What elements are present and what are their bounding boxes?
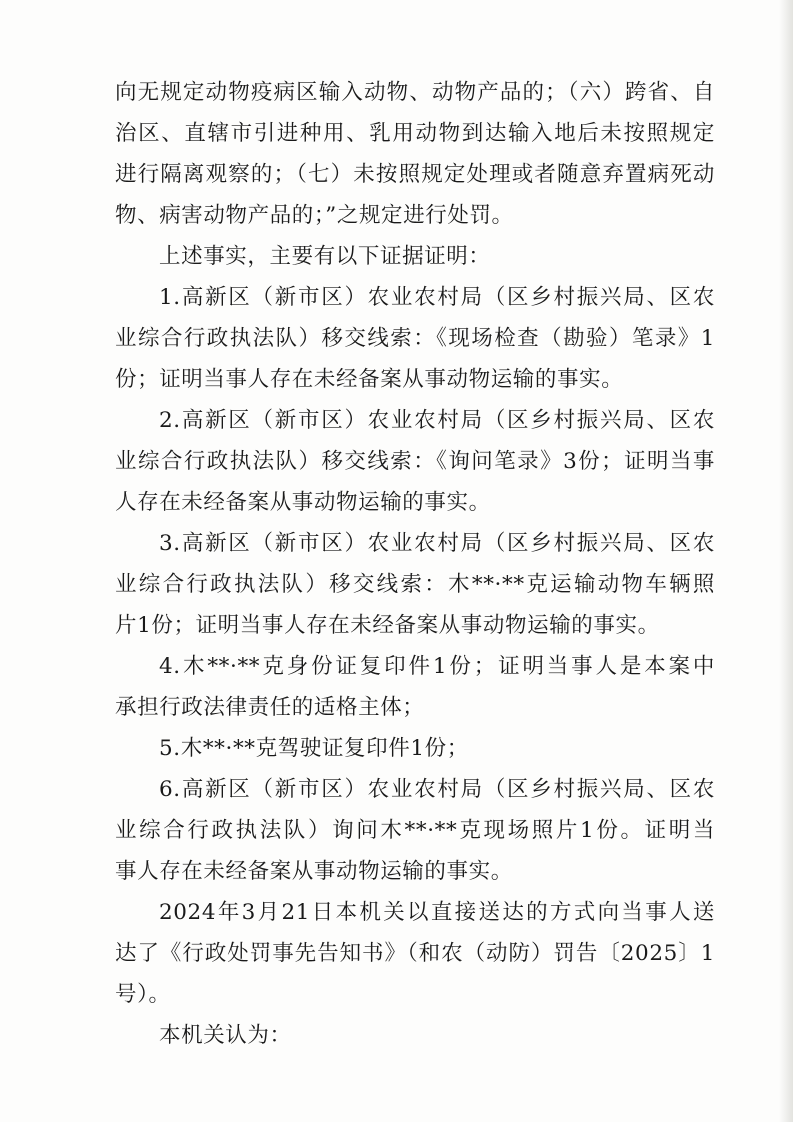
text-line: 承担行政法律责任的适格主体；: [115, 695, 425, 720]
conclusion-heading: 本机关认为：: [159, 1023, 292, 1048]
document-body: [115, 72, 715, 1056]
text-line: 物、病害动物产品的；”之规定进行处罚。: [115, 203, 514, 228]
evidence-item-6: 6.高新区（新市区）农业农村局（区乡村振兴局、区农: [159, 777, 715, 802]
text-line: 治区、直辖市引进种用、乳用动物到达输入地后未按照规定: [115, 121, 715, 146]
text-line: 片1份；证明当事人存在未经备案从事动物运输的事实。: [115, 613, 660, 638]
scan-edge-shadow: [779, 0, 793, 1122]
section-intro: 上述事实，主要有以下证据证明：: [159, 244, 491, 269]
text-line: 号）。: [115, 982, 171, 1007]
text-line: 人存在未经备案从事动物运输的事实。: [115, 490, 491, 515]
evidence-item-5: 5.木**·**克驾驶证复印件1份；: [159, 736, 469, 761]
text-line: 业综合行政执法队）移交线索：《现场检查（勘验）笔录》1: [115, 326, 715, 351]
text-line: 业综合行政执法队）询问木**·**克现场照片1份。证明当: [115, 818, 715, 843]
text-line: 事人存在未经备案从事动物运输的事实。: [115, 859, 513, 884]
text-line: 向无规定动物疫病区输入动物、动物产品的；（六）跨省、自: [115, 80, 715, 105]
text-line: 达了《行政处罚事先告知书》（和农（动防）罚告〔2025〕1: [115, 941, 715, 966]
text-line: 业综合行政执法队）移交线索：《询问笔录》3份；证明当事: [115, 449, 715, 474]
text-line: 进行隔离观察的；（七）未按照规定处理或者随意弃置病死动: [115, 162, 715, 187]
notice-paragraph: 2024年3月21日本机关以直接送达的方式向当事人送: [159, 900, 715, 925]
evidence-item-4: 4.木**·**克身份证复印件1份；证明当事人是本案中: [159, 654, 715, 679]
evidence-item-3: 3.高新区（新市区）农业农村局（区乡村振兴局、区农: [159, 531, 715, 556]
evidence-item-2: 2.高新区（新市区）农业农村局（区乡村振兴局、区农: [159, 408, 715, 433]
evidence-item-1: 1.高新区（新市区）农业农村局（区乡村振兴局、区农: [159, 285, 715, 310]
text-line: 业综合行政执法队）移交线索：木**·**克运输动物车辆照: [115, 572, 715, 597]
text-line: 份；证明当事人存在未经备案从事动物运输的事实。: [115, 367, 624, 392]
